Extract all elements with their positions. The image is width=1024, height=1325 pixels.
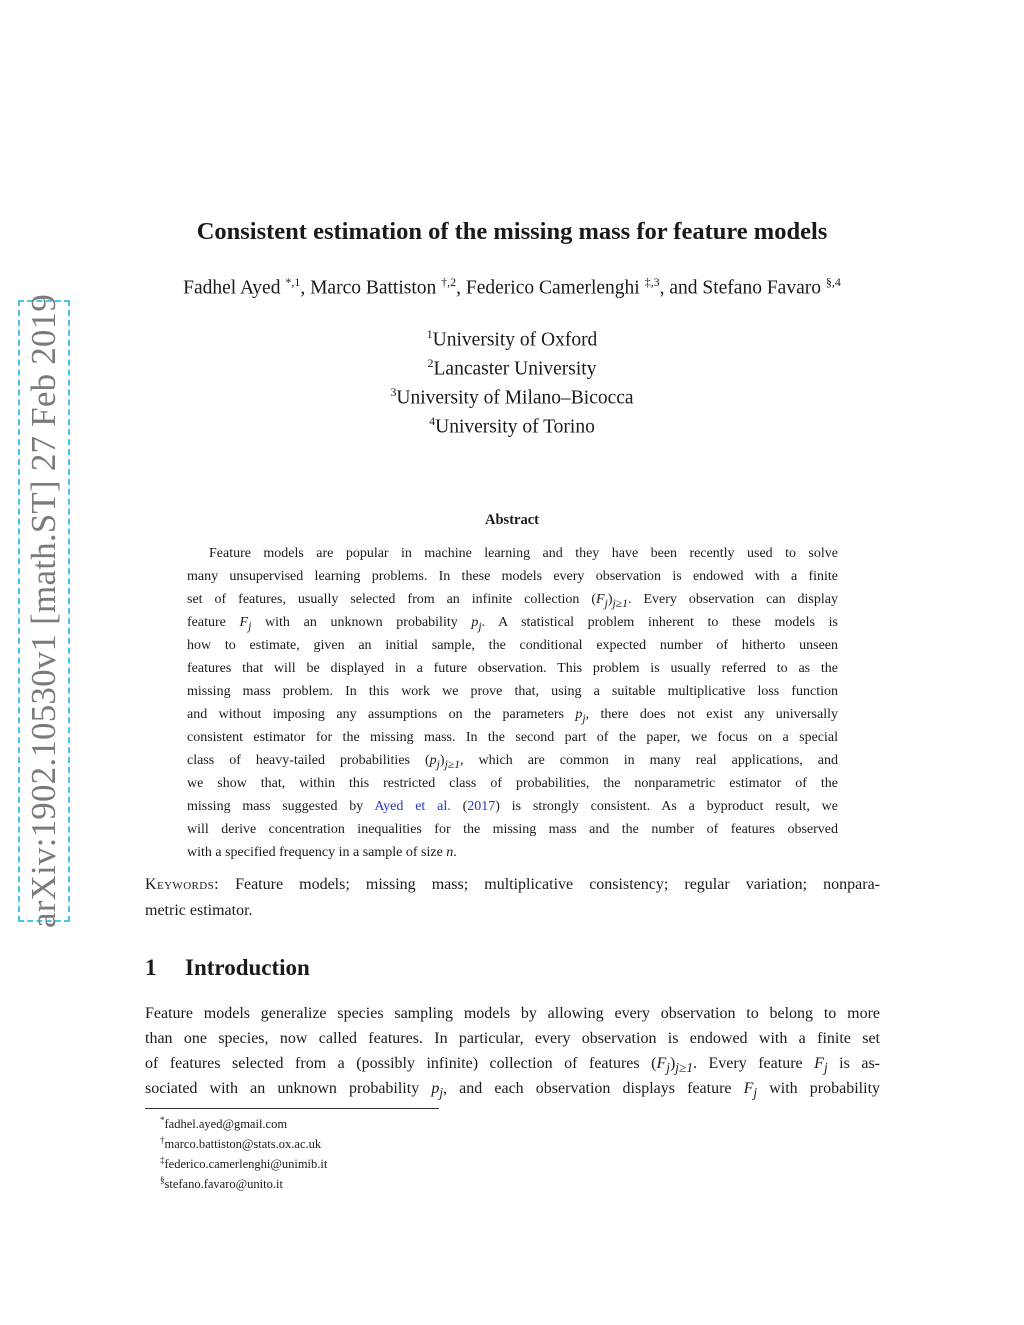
author-list [0, 275, 1024, 300]
introduction-line: of features selected from a (possibly infinite) collection of features $(F_j)_{j\ge 1}$. Every feature $F_j$ is as- [145, 1055, 881, 1076]
footnote-mark: † [160, 1135, 165, 1146]
abstract-line: and without imposing any assumptions on the parameters $p_j$, there does not exist any universally [187, 707, 838, 725]
section-title: Introduction [185, 955, 310, 980]
introduction-body [145, 1001, 880, 1101]
abstract-line: features that will be displayed in a future observation. This problem is usually referred to as the [187, 661, 838, 676]
footnote-mark: * [160, 1115, 165, 1125]
author-affiliation-mark: §,4 [825, 275, 841, 289]
section-number: 1 [145, 955, 157, 980]
abstract-line: class of heavy-tailed probabilities $(p_j)_{j\ge 1}$, which are common in many real applications, and [187, 753, 838, 771]
keywords [145, 872, 880, 924]
author-separator: , and [659, 277, 703, 299]
footnote [160, 1152, 327, 1172]
affiliation [0, 320, 1024, 349]
affiliation-number: 1 [426, 327, 433, 341]
footnote-mark: ‡ [160, 1155, 165, 1166]
affiliation-name: Lancaster University [433, 358, 597, 380]
affiliation [0, 349, 1024, 378]
footnote-email: stefano.favaro@unito.it [164, 1177, 283, 1192]
citation-link[interactable]: Ayed et al. [374, 799, 451, 814]
abstract-line: missing mass suggested by Ayed et al. (2017) is strongly consistent. As a byproduct result, we [187, 799, 838, 814]
author-name: Stefano Favaro [702, 277, 821, 299]
footnote-list [160, 1112, 327, 1193]
abstract-line: we show that, within this restricted class of probabilities, the nonparametric estimator of the [187, 776, 838, 791]
footnote [160, 1112, 327, 1132]
affiliation-name: University of Oxford [432, 329, 598, 351]
abstract-line: how to estimate, given an initial sample, the conditional expected number of hitherto unseen [187, 638, 838, 653]
footnote-email: marco.battiston@stats.ox.ac.uk [164, 1137, 322, 1152]
abstract-body [187, 542, 838, 864]
author-separator: , [300, 277, 311, 299]
introduction-line: Feature models generalize species sampling models by allowing every observation to belong to more [145, 1005, 880, 1022]
footnote-email: fadhel.ayed@gmail.com [164, 1117, 288, 1132]
author-name: Federico Camerlenghi [465, 277, 640, 299]
abstract-line: missing mass problem. In this work we prove that, using a suitable multiplicative loss function [187, 684, 838, 699]
author-name: Marco Battiston [310, 277, 437, 299]
affiliation-list [0, 320, 1024, 436]
author-affiliation-mark: *,1 [285, 275, 301, 289]
keywords-label: Keywords: [145, 876, 219, 893]
affiliation-number: 3 [390, 385, 397, 399]
author-affiliation-mark: †,2 [441, 275, 457, 289]
keywords-line: metric estimator. [145, 902, 253, 919]
abstract-line: will derive concentration inequalities for the missing mass and the number of features observed [187, 822, 838, 837]
citation-year-link[interactable]: 2017 [467, 799, 496, 814]
abstract-line: Feature models are popular in machine learning and they have been recently used to solve [209, 546, 838, 561]
paper-title: Consistent estimation of the missing mass for feature models [196, 218, 828, 245]
footnote [160, 1172, 327, 1192]
keywords-line: Keywords: Feature models; missing mass; multiplicative consistency; regular variation; nonpara- [145, 876, 880, 893]
section-heading [145, 955, 310, 981]
author-name: Fadhel Ayed [183, 277, 281, 299]
arxiv-identifier-text: arXiv:1902.10530v1 [math.ST] 27 Feb 2019 [24, 293, 63, 929]
abstract-line: set of features, usually selected from an infinite collection $(F_j)_{j\ge 1}$. Every observation can display [187, 592, 838, 610]
affiliation-name: University of Torino [435, 416, 595, 438]
footnote-mark: § [160, 1175, 165, 1186]
affiliation [0, 378, 1024, 407]
affiliation-number: 4 [429, 414, 436, 428]
abstract-line: with a specified frequency in a sample of size n. [187, 845, 457, 860]
author-affiliation-mark: ‡,3 [644, 275, 660, 289]
affiliation-number: 2 [427, 356, 434, 370]
abstract-line: feature $F_j$ with an unknown probability $p_j$. A statistical problem inherent to these models is [187, 615, 838, 633]
footnote-rule [145, 1108, 439, 1109]
footnote-email: federico.camerlenghi@unimib.it [164, 1157, 328, 1172]
abstract-line: many unsupervised learning problems. In these models every observation is endowed with a finite [187, 569, 838, 584]
author-separator: , [456, 277, 466, 299]
footnote [160, 1132, 327, 1152]
affiliation-name: University of Milano–Bicocca [396, 387, 634, 409]
abstract-heading: Abstract [485, 512, 539, 528]
introduction-line: than one species, now called features. In particular, every observation is endowed with a finite set [145, 1030, 880, 1047]
abstract-line: consistent estimator for the missing mass. In the second part of the paper, we focus on a special [187, 730, 838, 745]
introduction-line: sociated with an unknown probability $p_j$, and each observation displays feature $F_j$ with probability [145, 1080, 881, 1101]
affiliation [0, 407, 1024, 436]
